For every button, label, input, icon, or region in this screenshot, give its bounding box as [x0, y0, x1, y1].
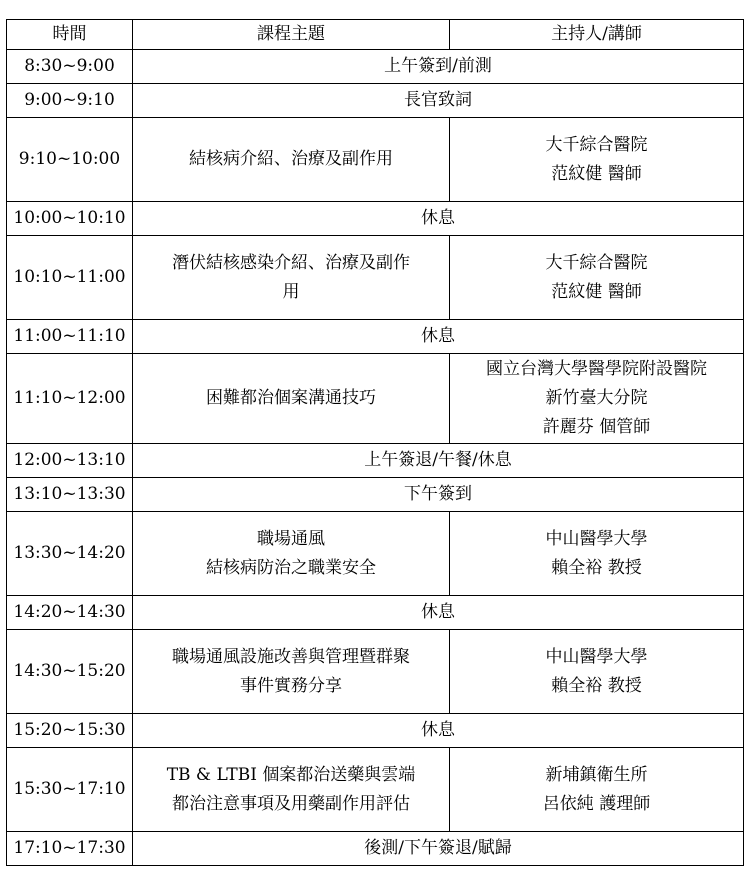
header-topic: 課程主題 — [133, 20, 450, 50]
host-line: 新竹臺大分院 — [545, 388, 648, 408]
header-host: 主持人/講師 — [450, 20, 744, 50]
host-line: 許麗芬 個管師 — [542, 417, 651, 437]
host-cell — [450, 118, 744, 202]
schedule-body — [7, 50, 744, 866]
topic-cell — [133, 118, 450, 202]
time-cell: 9:10~10:00 — [7, 118, 133, 202]
topic-line: 結核病防治之職業安全 — [206, 557, 376, 578]
header-time: 時間 — [7, 20, 133, 50]
merged-cell: 休息 — [133, 596, 744, 630]
host-line: 范紋健 醫師 — [551, 281, 642, 302]
host-cell — [450, 354, 744, 444]
host-line: 范紋健 醫師 — [551, 163, 642, 184]
table-row — [7, 320, 744, 354]
time-cell: 11:10~12:00 — [7, 354, 133, 444]
merged-cell: 上午簽退/午餐/休息 — [133, 444, 744, 478]
time-cell: 9:00~9:10 — [7, 84, 133, 118]
topic-line: TB & LTBI 個案都治送藥與雲端 — [166, 764, 416, 785]
host-line: 國立台灣大學醫學院附設醫院 — [486, 359, 707, 379]
table-row — [7, 832, 744, 866]
time-cell: 15:30~17:10 — [7, 748, 133, 832]
table-row — [7, 512, 744, 596]
topic-line: 職場通風 — [257, 528, 325, 549]
topic-cell — [133, 630, 450, 714]
time-cell: 12:00~13:10 — [7, 444, 133, 478]
topic-cell — [133, 354, 450, 444]
time-cell: 14:20~14:30 — [7, 596, 133, 630]
topic-line: 困難都治個案溝通技巧 — [206, 388, 376, 408]
table-row — [7, 202, 744, 236]
table-row — [7, 596, 744, 630]
merged-cell: 上午簽到/前測 — [133, 50, 744, 84]
host-cell — [450, 748, 744, 832]
merged-cell: 休息 — [133, 320, 744, 354]
host-line: 中山醫學大學 — [545, 528, 648, 549]
topic-line: 職場通風設施改善與管理暨群聚 — [172, 646, 410, 667]
host-line: 中山醫學大學 — [545, 646, 648, 667]
table-row — [7, 478, 744, 512]
table-row — [7, 630, 744, 714]
time-cell: 13:10~13:30 — [7, 478, 133, 512]
time-cell: 10:10~11:00 — [7, 236, 133, 320]
time-cell: 13:30~14:20 — [7, 512, 133, 596]
host-line: 呂依純 護理師 — [542, 793, 651, 814]
table-row — [7, 444, 744, 478]
table-row — [7, 354, 744, 444]
time-cell: 11:00~11:10 — [7, 320, 133, 354]
host-cell — [450, 236, 744, 320]
table-row — [7, 714, 744, 748]
table-row — [7, 50, 744, 84]
host-line: 大千綜合醫院 — [545, 134, 648, 155]
topic-line: 用 — [282, 281, 300, 302]
topic-line: 事件實務分享 — [240, 675, 342, 696]
host-cell — [450, 512, 744, 596]
table-row — [7, 118, 744, 202]
time-cell: 10:00~10:10 — [7, 202, 133, 236]
time-cell: 14:30~15:20 — [7, 630, 133, 714]
header-row — [7, 20, 744, 50]
topic-cell — [133, 236, 450, 320]
merged-cell: 長官致詞 — [133, 84, 744, 118]
topic-cell — [133, 512, 450, 596]
topic-line: 潛伏結核感染介紹、治療及副作 — [172, 252, 410, 273]
time-cell: 15:20~15:30 — [7, 714, 133, 748]
host-line: 新埔鎮衛生所 — [545, 764, 648, 785]
merged-cell: 後測/下午簽退/賦歸 — [133, 832, 744, 866]
table-row — [7, 236, 744, 320]
host-line: 賴全裕 教授 — [551, 557, 642, 578]
merged-cell: 休息 — [133, 714, 744, 748]
topic-line: 結核病介紹、治療及副作用 — [189, 149, 393, 169]
host-line: 賴全裕 教授 — [551, 675, 642, 696]
topic-cell — [133, 748, 450, 832]
table-row — [7, 748, 744, 832]
topic-line: 都治注意事項及用藥副作用評估 — [172, 793, 410, 814]
host-cell — [450, 630, 744, 714]
host-line: 大千綜合醫院 — [545, 252, 648, 273]
time-cell: 17:10~17:30 — [7, 832, 133, 866]
time-cell: 8:30~9:00 — [7, 50, 133, 84]
merged-cell: 下午簽到 — [133, 478, 744, 512]
schedule-table — [6, 19, 744, 866]
table-row — [7, 84, 744, 118]
merged-cell: 休息 — [133, 202, 744, 236]
